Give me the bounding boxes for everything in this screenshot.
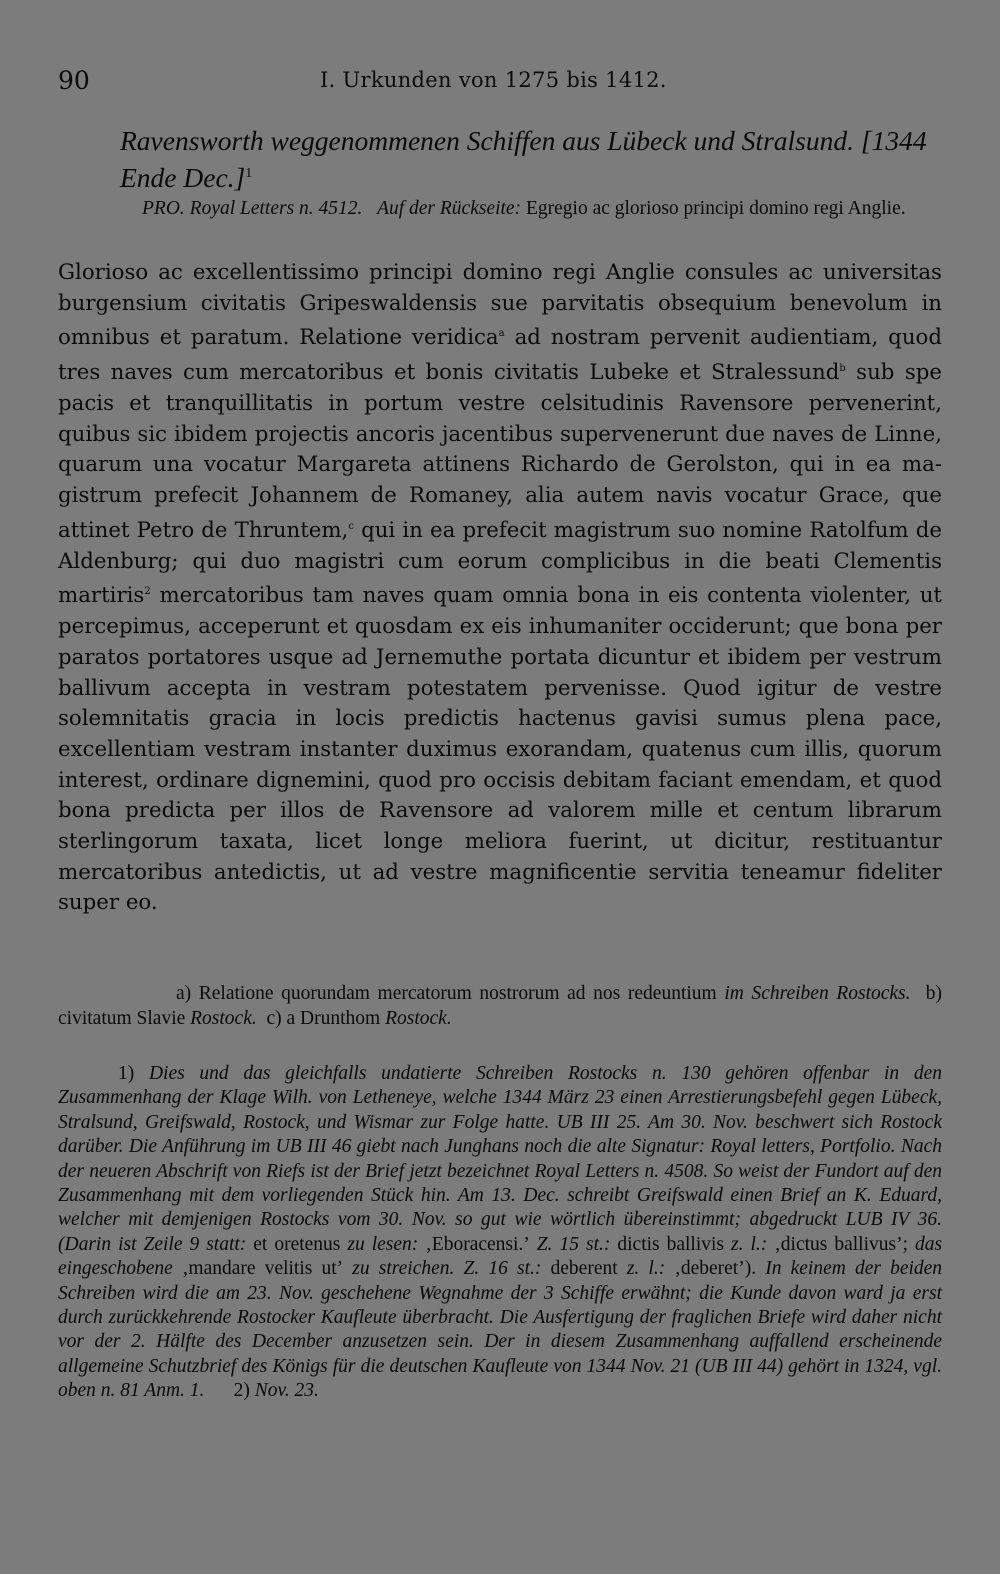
apparatus-b: b) civitatum Slavie xyxy=(58,983,943,1029)
letter-text-1: Glorioso ac excellentissimo principi domino regi Anglie consules ac universitas burgensium civitatis Gripeswaldensis sue parvitatis obsequium benevolum in omnibus et paratum. Relatione veridica xyxy=(58,260,942,351)
verso-text: Egregio ac glorioso principi domino regi Anglie. xyxy=(525,198,906,219)
footnote-text: Dies und das gleichfalls undatierte Schreiben Rostocks n. 130 gehören offenbar in den Zusammenhang der Klage Wilh. von Letheneye, welche 1344 März 23 einen Arrestierungsbefehl gegen Lübeck, Stralsund, Greifswald, Rostock, und Wismar zur Folge hatte. UB III 25. Am 30. Nov. beschwert sich Rostock darüber. Die Anführung im UB III 46 giebt nach Junghans noch die alte Signatur: xyxy=(58,1063,942,1158)
footnote-quote: ‚Eboracensi.’ xyxy=(425,1233,530,1255)
footnote-quote: ‚mandare velitis ut’ xyxy=(181,1258,344,1280)
letter-text-2: ad nostram pervenit audientiam, quod tres naves cum mercatoribus et bonis civitatis Lubeke et Stralessund xyxy=(58,325,942,386)
letter-text-5: mercatoribus tam naves quam omnia bona in eis contenta violenter, ut percepimus, acceperunt et quosdam ex eis inhumaniter occiderunt; que bona per paratos portatores usque ad Jernemuthe portata dicuntur et ibidem per vestrum ballivum accepta in vestram potestatem pervenisse. Quod igitur de vestre solemnitatis gracia in locis predictis hactenus gavisi sumus plena pace, excellentiam vestram instanter duximus exorandam, quatenus cum illis, quorum interest, ordinare dignemini, quod pro occisis debitam faciant emendam, et quod bona predicta per illos de Ravensore ad valorem mille et centum librarum sterlingorum taxata, licet longe meliora fuerint, ut dicitur, restituantur mercatoribus antedictis, ut ad vestre magnificentie servitia teneamur fideliter super eo. xyxy=(58,583,942,916)
letter-body xyxy=(58,258,942,919)
footnote-text: Royal Letters n. 4508. xyxy=(534,1160,709,1182)
footnote-2: Nov. 23. xyxy=(254,1380,319,1402)
footnote-quote: ‚deberet’). xyxy=(674,1258,757,1280)
footnote-text: das eingeschobene xyxy=(58,1233,943,1280)
footnote-mark-c: c xyxy=(348,520,354,532)
footnote-mark-2: 2 xyxy=(144,586,151,598)
running-title: I. Urkunden von 1275 bis 1412. xyxy=(320,68,667,92)
footnotes xyxy=(58,1062,942,1404)
apparatus-notes xyxy=(58,982,942,1031)
apparatus-c-note: Rostock. xyxy=(385,1007,452,1029)
critical-apparatus xyxy=(58,982,942,1031)
provenance-note xyxy=(142,196,942,222)
letter-paragraph xyxy=(58,258,942,919)
apparatus-c: c) a Drunthom xyxy=(266,1007,381,1029)
letter-text-3: sub spe pacis et tranquillitatis in portum vestre celsitudinis Ravensore pervenerint, quibus sic ibidem projectis ancoris jacentibus supervenerunt due naves de Linne, quarum una vocatur Margareta attinens Richardo de Gerolston, qui in ea magistrum prefecit Johannem de Romaney, alia autem navis vocatur Grace, que attinet Petro de Thruntem, xyxy=(58,360,943,543)
title-footnote-mark: 1 xyxy=(245,166,253,181)
footnote-2-label: 2) xyxy=(233,1380,250,1402)
footnote-text: z. l.: xyxy=(626,1258,666,1280)
apparatus-b-note: Rostock. xyxy=(190,1007,257,1029)
footnote-quote: deberent xyxy=(550,1258,618,1280)
footnote-quote: dictis ballivis xyxy=(617,1233,725,1255)
footnote-text: z. l.: xyxy=(731,1233,768,1255)
footnote-text: In keinem der beiden Schreiben wird die am 23. Nov. geschehene Wegnahme der 3 Schiffe erwähnt; die Kunde davon ward ja erst durch zurückkehrende Rostocker Kaufleute überbracht. Die Ausfertigung der fraglichen Briefe wird daher nicht vor der 2. Hälfte des December anzusetzen sein. Der in diesem Zusammenhang auffallend erscheinende allgemeine Schutzbrief des Königs für die deutschen Kaufleute von 1344 Nov. 21 (UB III 44) gehört in 1324, vgl. oben n. 81 Anm. 1. xyxy=(58,1258,943,1402)
apparatus-a-note: im Schreiben Rostocks. xyxy=(724,983,911,1004)
footnote-mark-b: b xyxy=(839,363,846,375)
footnote-quote: ‚dictus ballivus’; xyxy=(774,1233,908,1255)
footnote-text: So weist der Fundort auf den Zusammenhang mit dem vorliegenden Stück hin. Am 13. Dec. schreibt Greifswald einen Brief an K. Eduard, welcher mit demjenigen Rostocks vom 30. Nov. so gut wie wörtlich übereinstimmt; abgedruckt LUB IV 36. (Darin ist Zeile 9 statt: xyxy=(58,1160,942,1255)
footnote-text: Royal letters, Portfolio. xyxy=(710,1136,896,1158)
letter-text-4: qui in ea prefecit magistrum suo nomine Ratolfum de Aldenburg; qui duo magistri cum eorum complicibus in die beati Clementis martiris xyxy=(58,517,942,609)
running-header xyxy=(58,66,938,98)
footnote-quote: et oretenus xyxy=(253,1233,341,1255)
footnote-text: zu streichen. Z. 16 st.: xyxy=(352,1258,542,1280)
title-text: Ravensworth weggenommenen Schiffen aus Lübeck und Stralsund. [1344 Ende Dec.] xyxy=(120,125,927,194)
footnote-text: Nach der neueren Abschrift von Riefs ist der Brief jetzt bezeichnet xyxy=(58,1136,943,1182)
footnote-text: Z. 15 st.: xyxy=(536,1233,611,1255)
footnote-mark-a: a xyxy=(498,328,505,340)
archive-source: PRO. Royal Letters n. 4512. xyxy=(142,198,363,219)
apparatus-a: a) Relatione quorundam mercatorum nostrorum ad nos redeuntium xyxy=(176,983,717,1004)
verso-label: Auf der Rückseite: xyxy=(377,198,522,219)
footnote-text: zu lesen: xyxy=(347,1233,419,1255)
footnote-1 xyxy=(58,1062,942,1404)
footnote-1-label: 1) xyxy=(118,1063,135,1084)
page-number: 90 xyxy=(58,66,90,95)
document-title xyxy=(120,124,940,194)
